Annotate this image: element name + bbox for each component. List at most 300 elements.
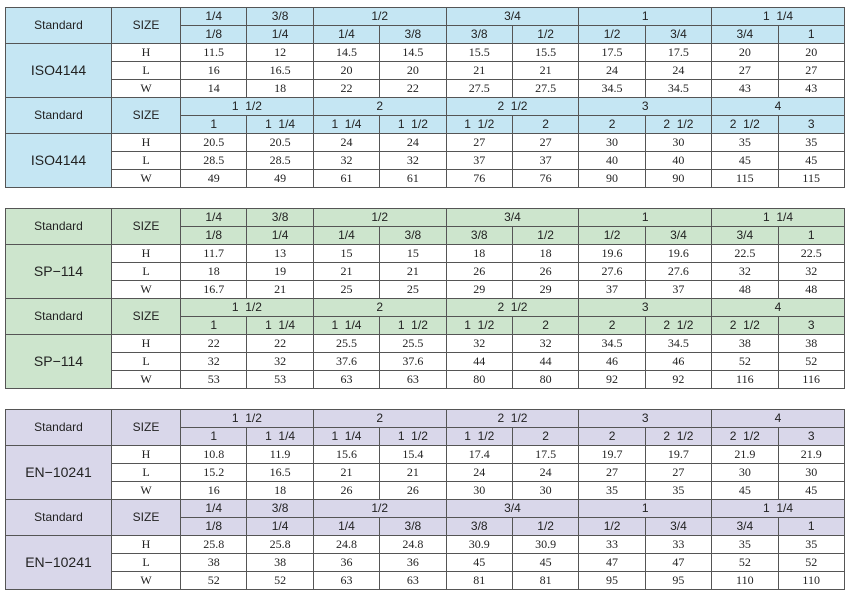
value-cell: 116 xyxy=(712,371,778,389)
value-cell: 18 xyxy=(181,263,247,281)
value-cell: 14.5 xyxy=(380,44,446,62)
sub-size-cell: 1/2 xyxy=(579,518,645,536)
value-cell: 30 xyxy=(645,134,711,152)
major-size-cell: 3/4 xyxy=(446,8,579,26)
major-size-cell: 2 1/2 xyxy=(446,299,579,317)
value-cell: 95 xyxy=(579,572,645,590)
value-cell: 52 xyxy=(712,353,778,371)
standard-name: ISO4144 xyxy=(6,44,112,98)
value-cell: 18 xyxy=(247,80,313,98)
value-cell: 27 xyxy=(579,464,645,482)
sub-size-cell: 1/2 xyxy=(512,518,578,536)
value-cell: 19.6 xyxy=(645,245,711,263)
value-cell: 30 xyxy=(778,464,844,482)
value-cell: 63 xyxy=(313,572,379,590)
standard-header: Standard xyxy=(6,98,112,134)
sub-size-cell: 2 1/2 xyxy=(645,428,711,446)
value-cell: 48 xyxy=(712,281,778,299)
value-cell: 53 xyxy=(247,371,313,389)
value-cell: 15 xyxy=(313,245,379,263)
value-cell: 35 xyxy=(712,134,778,152)
row-label: L xyxy=(112,464,181,482)
value-cell: 37 xyxy=(645,281,711,299)
value-cell: 36 xyxy=(380,554,446,572)
value-cell: 32 xyxy=(380,152,446,170)
value-cell: 30 xyxy=(712,464,778,482)
value-cell: 30 xyxy=(512,482,578,500)
standard-name: SP−114 xyxy=(6,335,112,389)
value-cell: 35 xyxy=(712,536,778,554)
sub-size-cell: 3/8 xyxy=(380,518,446,536)
sub-size-cell: 1 1/4 xyxy=(313,428,379,446)
sub-size-cell: 1/8 xyxy=(181,227,247,245)
standard-header: Standard xyxy=(6,299,112,335)
sub-size-cell: 1 xyxy=(778,227,844,245)
value-cell: 63 xyxy=(313,371,379,389)
value-cell: 45 xyxy=(778,152,844,170)
value-cell: 26 xyxy=(446,263,512,281)
value-cell: 28.5 xyxy=(247,152,313,170)
value-cell: 11.7 xyxy=(181,245,247,263)
data-row-l xyxy=(6,263,845,281)
value-cell: 21 xyxy=(380,464,446,482)
value-cell: 19.6 xyxy=(579,245,645,263)
standard-name: EN−10241 xyxy=(6,446,112,500)
row-label: W xyxy=(112,371,181,389)
sub-size-cell: 1 xyxy=(778,518,844,536)
value-cell: 35 xyxy=(645,482,711,500)
header-row-major xyxy=(6,8,845,26)
value-cell: 80 xyxy=(446,371,512,389)
value-cell: 25 xyxy=(313,281,379,299)
value-cell: 37 xyxy=(512,152,578,170)
value-cell: 22 xyxy=(181,335,247,353)
size-header: SIZE xyxy=(112,209,181,245)
value-cell: 21 xyxy=(313,464,379,482)
major-size-cell: 1/2 xyxy=(313,500,446,518)
size-header: SIZE xyxy=(112,299,181,335)
sub-size-cell: 3/4 xyxy=(712,227,778,245)
value-cell: 92 xyxy=(645,371,711,389)
value-cell: 33 xyxy=(579,536,645,554)
standard-header: Standard xyxy=(6,410,112,446)
major-size-cell: 1 1/2 xyxy=(181,98,314,116)
major-size-cell: 2 1/2 xyxy=(446,410,579,428)
value-cell: 35 xyxy=(778,536,844,554)
value-cell: 30 xyxy=(446,482,512,500)
value-cell: 20 xyxy=(380,62,446,80)
value-cell: 17.5 xyxy=(512,446,578,464)
data-row-l xyxy=(6,62,845,80)
value-cell: 37.6 xyxy=(380,353,446,371)
size-header: SIZE xyxy=(112,98,181,134)
value-cell: 25.8 xyxy=(181,536,247,554)
header-row-major xyxy=(6,98,845,116)
size-header: SIZE xyxy=(112,410,181,446)
major-size-cell: 3/8 xyxy=(247,500,313,518)
data-row-h xyxy=(6,134,845,152)
sub-size-cell: 2 xyxy=(512,428,578,446)
row-label: L xyxy=(112,353,181,371)
value-cell: 10.8 xyxy=(181,446,247,464)
value-cell: 14.5 xyxy=(313,44,379,62)
sub-size-cell: 1 xyxy=(181,317,247,335)
value-cell: 40 xyxy=(645,152,711,170)
value-cell: 34.5 xyxy=(645,335,711,353)
value-cell: 61 xyxy=(313,170,379,188)
value-cell: 45 xyxy=(712,482,778,500)
value-cell: 22.5 xyxy=(712,245,778,263)
sub-size-cell: 2 1/2 xyxy=(645,317,711,335)
major-size-cell: 1 xyxy=(579,209,712,227)
value-cell: 27.5 xyxy=(512,80,578,98)
value-cell: 34.5 xyxy=(579,335,645,353)
value-cell: 30.9 xyxy=(446,536,512,554)
row-label: L xyxy=(112,263,181,281)
value-cell: 76 xyxy=(512,170,578,188)
value-cell: 44 xyxy=(446,353,512,371)
value-cell: 52 xyxy=(712,554,778,572)
value-cell: 19.7 xyxy=(579,446,645,464)
major-size-cell: 1/2 xyxy=(313,209,446,227)
value-cell: 35 xyxy=(579,482,645,500)
major-size-cell: 1 xyxy=(579,8,712,26)
value-cell: 28.5 xyxy=(181,152,247,170)
row-label: L xyxy=(112,152,181,170)
major-size-cell: 1/4 xyxy=(181,8,247,26)
major-size-cell: 1/4 xyxy=(181,209,247,227)
standard-header: Standard xyxy=(6,500,112,536)
data-row-h xyxy=(6,335,845,353)
value-cell: 24.8 xyxy=(313,536,379,554)
data-row-l xyxy=(6,554,845,572)
sub-size-cell: 1 xyxy=(181,428,247,446)
value-cell: 44 xyxy=(512,353,578,371)
value-cell: 15.5 xyxy=(446,44,512,62)
data-row-l xyxy=(6,152,845,170)
major-size-cell: 3 xyxy=(579,98,712,116)
value-cell: 49 xyxy=(181,170,247,188)
value-cell: 18 xyxy=(247,482,313,500)
value-cell: 24 xyxy=(446,464,512,482)
major-size-cell: 3/4 xyxy=(446,500,579,518)
sub-size-cell: 1 xyxy=(778,26,844,44)
value-cell: 15.2 xyxy=(181,464,247,482)
sub-size-cell: 3 xyxy=(778,116,844,134)
sub-size-cell: 1/4 xyxy=(313,518,379,536)
standard-name: ISO4144 xyxy=(6,134,112,188)
value-cell: 47 xyxy=(645,554,711,572)
header-row-major xyxy=(6,209,845,227)
value-cell: 25.5 xyxy=(380,335,446,353)
standard-header: Standard xyxy=(6,209,112,245)
sub-size-cell: 3/4 xyxy=(645,518,711,536)
major-size-cell: 1 1/4 xyxy=(712,500,845,518)
value-cell: 15.5 xyxy=(512,44,578,62)
value-cell: 12 xyxy=(247,44,313,62)
value-cell: 38 xyxy=(247,554,313,572)
row-label: H xyxy=(112,536,181,554)
major-size-cell: 3 xyxy=(579,410,712,428)
sub-size-cell: 1 1/4 xyxy=(313,317,379,335)
data-row-l xyxy=(6,353,845,371)
value-cell: 11.9 xyxy=(247,446,313,464)
sub-size-cell: 1 1/4 xyxy=(247,428,313,446)
header-row-major xyxy=(6,500,845,518)
value-cell: 76 xyxy=(446,170,512,188)
value-cell: 27.6 xyxy=(645,263,711,281)
row-label: H xyxy=(112,245,181,263)
sub-size-cell: 3/4 xyxy=(645,26,711,44)
major-size-cell: 2 xyxy=(313,410,446,428)
value-cell: 16.5 xyxy=(247,62,313,80)
sub-size-cell: 3/8 xyxy=(446,227,512,245)
data-row-w xyxy=(6,281,845,299)
value-cell: 22.5 xyxy=(778,245,844,263)
value-cell: 110 xyxy=(778,572,844,590)
sub-size-cell: 1 1/2 xyxy=(380,116,446,134)
value-cell: 25 xyxy=(380,281,446,299)
sub-size-cell: 3/4 xyxy=(712,26,778,44)
sub-size-cell: 2 xyxy=(512,317,578,335)
value-cell: 53 xyxy=(181,371,247,389)
value-cell: 20 xyxy=(313,62,379,80)
value-cell: 16 xyxy=(181,482,247,500)
row-label: H xyxy=(112,446,181,464)
major-size-cell: 1 1/2 xyxy=(181,299,314,317)
sub-size-cell: 3/8 xyxy=(380,26,446,44)
dimension-table xyxy=(5,208,845,389)
data-row-w xyxy=(6,170,845,188)
sub-size-cell: 1/2 xyxy=(579,26,645,44)
sub-size-cell: 1/4 xyxy=(247,518,313,536)
value-cell: 24 xyxy=(380,134,446,152)
major-size-cell: 1 1/4 xyxy=(712,209,845,227)
value-cell: 37.6 xyxy=(313,353,379,371)
value-cell: 21 xyxy=(446,62,512,80)
sub-size-cell: 2 xyxy=(579,428,645,446)
value-cell: 36 xyxy=(313,554,379,572)
value-cell: 22 xyxy=(380,80,446,98)
value-cell: 45 xyxy=(712,152,778,170)
value-cell: 37 xyxy=(579,281,645,299)
sub-size-cell: 1/4 xyxy=(247,227,313,245)
data-row-w xyxy=(6,572,845,590)
sub-size-cell: 2 xyxy=(579,317,645,335)
value-cell: 21 xyxy=(247,281,313,299)
sub-size-cell: 1 1/2 xyxy=(446,317,512,335)
sub-size-cell: 2 1/2 xyxy=(712,116,778,134)
dimension-table xyxy=(5,409,845,590)
sub-size-cell: 1 1/4 xyxy=(313,116,379,134)
value-cell: 21.9 xyxy=(778,446,844,464)
value-cell: 24 xyxy=(645,62,711,80)
value-cell: 18 xyxy=(512,245,578,263)
value-cell: 116 xyxy=(778,371,844,389)
value-cell: 15.4 xyxy=(380,446,446,464)
value-cell: 27 xyxy=(446,134,512,152)
row-label: W xyxy=(112,281,181,299)
major-size-cell: 4 xyxy=(712,98,845,116)
data-row-h xyxy=(6,245,845,263)
table-group-blue xyxy=(5,7,845,188)
standard-header: Standard xyxy=(6,8,112,44)
dimension-table xyxy=(5,7,845,188)
sub-size-cell: 1/8 xyxy=(181,26,247,44)
value-cell: 34.5 xyxy=(645,80,711,98)
row-label: L xyxy=(112,554,181,572)
value-cell: 21 xyxy=(313,263,379,281)
table-group-purple xyxy=(5,409,845,590)
size-header: SIZE xyxy=(112,500,181,536)
sub-size-cell: 3/8 xyxy=(446,26,512,44)
value-cell: 19.7 xyxy=(645,446,711,464)
value-cell: 38 xyxy=(712,335,778,353)
value-cell: 22 xyxy=(313,80,379,98)
value-cell: 115 xyxy=(712,170,778,188)
row-label: W xyxy=(112,170,181,188)
value-cell: 32 xyxy=(247,353,313,371)
value-cell: 32 xyxy=(512,335,578,353)
value-cell: 81 xyxy=(512,572,578,590)
size-header: SIZE xyxy=(112,8,181,44)
row-label: H xyxy=(112,134,181,152)
value-cell: 27 xyxy=(712,62,778,80)
value-cell: 80 xyxy=(512,371,578,389)
sub-size-cell: 1/8 xyxy=(181,518,247,536)
sub-size-cell: 1/4 xyxy=(313,26,379,44)
value-cell: 81 xyxy=(446,572,512,590)
value-cell: 20 xyxy=(778,44,844,62)
sub-size-cell: 1 1/2 xyxy=(446,428,512,446)
value-cell: 95 xyxy=(645,572,711,590)
value-cell: 63 xyxy=(380,572,446,590)
data-row-w xyxy=(6,482,845,500)
value-cell: 63 xyxy=(380,371,446,389)
value-cell: 21 xyxy=(380,263,446,281)
value-cell: 11.5 xyxy=(181,44,247,62)
row-label: W xyxy=(112,572,181,590)
major-size-cell: 4 xyxy=(712,410,845,428)
data-row-l xyxy=(6,464,845,482)
value-cell: 20.5 xyxy=(181,134,247,152)
sub-size-cell: 2 1/2 xyxy=(645,116,711,134)
row-label: L xyxy=(112,62,181,80)
value-cell: 45 xyxy=(446,554,512,572)
sub-size-cell: 1/2 xyxy=(512,26,578,44)
major-size-cell: 4 xyxy=(712,299,845,317)
value-cell: 27.6 xyxy=(579,263,645,281)
sub-size-cell: 3/8 xyxy=(380,227,446,245)
value-cell: 45 xyxy=(778,482,844,500)
value-cell: 15 xyxy=(380,245,446,263)
value-cell: 16.7 xyxy=(181,281,247,299)
value-cell: 38 xyxy=(181,554,247,572)
value-cell: 52 xyxy=(247,572,313,590)
value-cell: 30 xyxy=(579,134,645,152)
sub-size-cell: 1 xyxy=(181,116,247,134)
value-cell: 17.5 xyxy=(579,44,645,62)
sub-size-cell: 3/8 xyxy=(446,518,512,536)
value-cell: 25.8 xyxy=(247,536,313,554)
value-cell: 22 xyxy=(247,335,313,353)
value-cell: 27 xyxy=(512,134,578,152)
value-cell: 17.5 xyxy=(645,44,711,62)
standard-name: SP−114 xyxy=(6,245,112,299)
sub-size-cell: 3 xyxy=(778,317,844,335)
value-cell: 32 xyxy=(181,353,247,371)
value-cell: 48 xyxy=(778,281,844,299)
major-size-cell: 2 xyxy=(313,98,446,116)
row-label: H xyxy=(112,335,181,353)
major-size-cell: 3/8 xyxy=(247,209,313,227)
value-cell: 13 xyxy=(247,245,313,263)
sub-size-cell: 1/2 xyxy=(512,227,578,245)
value-cell: 90 xyxy=(579,170,645,188)
value-cell: 90 xyxy=(645,170,711,188)
value-cell: 17.4 xyxy=(446,446,512,464)
value-cell: 32 xyxy=(446,335,512,353)
value-cell: 37 xyxy=(446,152,512,170)
data-row-w xyxy=(6,80,845,98)
value-cell: 47 xyxy=(579,554,645,572)
sub-size-cell: 1 1/2 xyxy=(380,317,446,335)
sub-size-cell: 2 xyxy=(512,116,578,134)
value-cell: 46 xyxy=(645,353,711,371)
row-label: H xyxy=(112,44,181,62)
major-size-cell: 3/4 xyxy=(446,209,579,227)
value-cell: 18 xyxy=(446,245,512,263)
value-cell: 52 xyxy=(181,572,247,590)
sub-size-cell: 2 xyxy=(579,116,645,134)
major-size-cell: 2 1/2 xyxy=(446,98,579,116)
major-size-cell: 1 xyxy=(579,500,712,518)
value-cell: 20.5 xyxy=(247,134,313,152)
value-cell: 32 xyxy=(712,263,778,281)
value-cell: 34.5 xyxy=(579,80,645,98)
standard-name: EN−10241 xyxy=(6,536,112,590)
value-cell: 61 xyxy=(380,170,446,188)
value-cell: 24.8 xyxy=(380,536,446,554)
value-cell: 19 xyxy=(247,263,313,281)
value-cell: 26 xyxy=(313,482,379,500)
sub-size-cell: 2 1/2 xyxy=(712,317,778,335)
value-cell: 20 xyxy=(712,44,778,62)
sub-size-cell: 1 1/4 xyxy=(247,317,313,335)
major-size-cell: 1 1/2 xyxy=(181,410,314,428)
data-row-h xyxy=(6,44,845,62)
value-cell: 115 xyxy=(778,170,844,188)
table-group-green xyxy=(5,208,845,389)
value-cell: 24 xyxy=(313,134,379,152)
sub-size-cell: 3 xyxy=(778,428,844,446)
value-cell: 21 xyxy=(512,62,578,80)
sub-size-cell: 2 1/2 xyxy=(712,428,778,446)
value-cell: 92 xyxy=(579,371,645,389)
data-row-h xyxy=(6,536,845,554)
value-cell: 27 xyxy=(778,62,844,80)
sub-size-cell: 3/4 xyxy=(645,227,711,245)
value-cell: 27 xyxy=(645,464,711,482)
value-cell: 14 xyxy=(181,80,247,98)
value-cell: 24 xyxy=(512,464,578,482)
value-cell: 16 xyxy=(181,62,247,80)
value-cell: 24 xyxy=(579,62,645,80)
value-cell: 43 xyxy=(712,80,778,98)
value-cell: 32 xyxy=(778,263,844,281)
sub-size-cell: 1/2 xyxy=(579,227,645,245)
value-cell: 16.5 xyxy=(247,464,313,482)
